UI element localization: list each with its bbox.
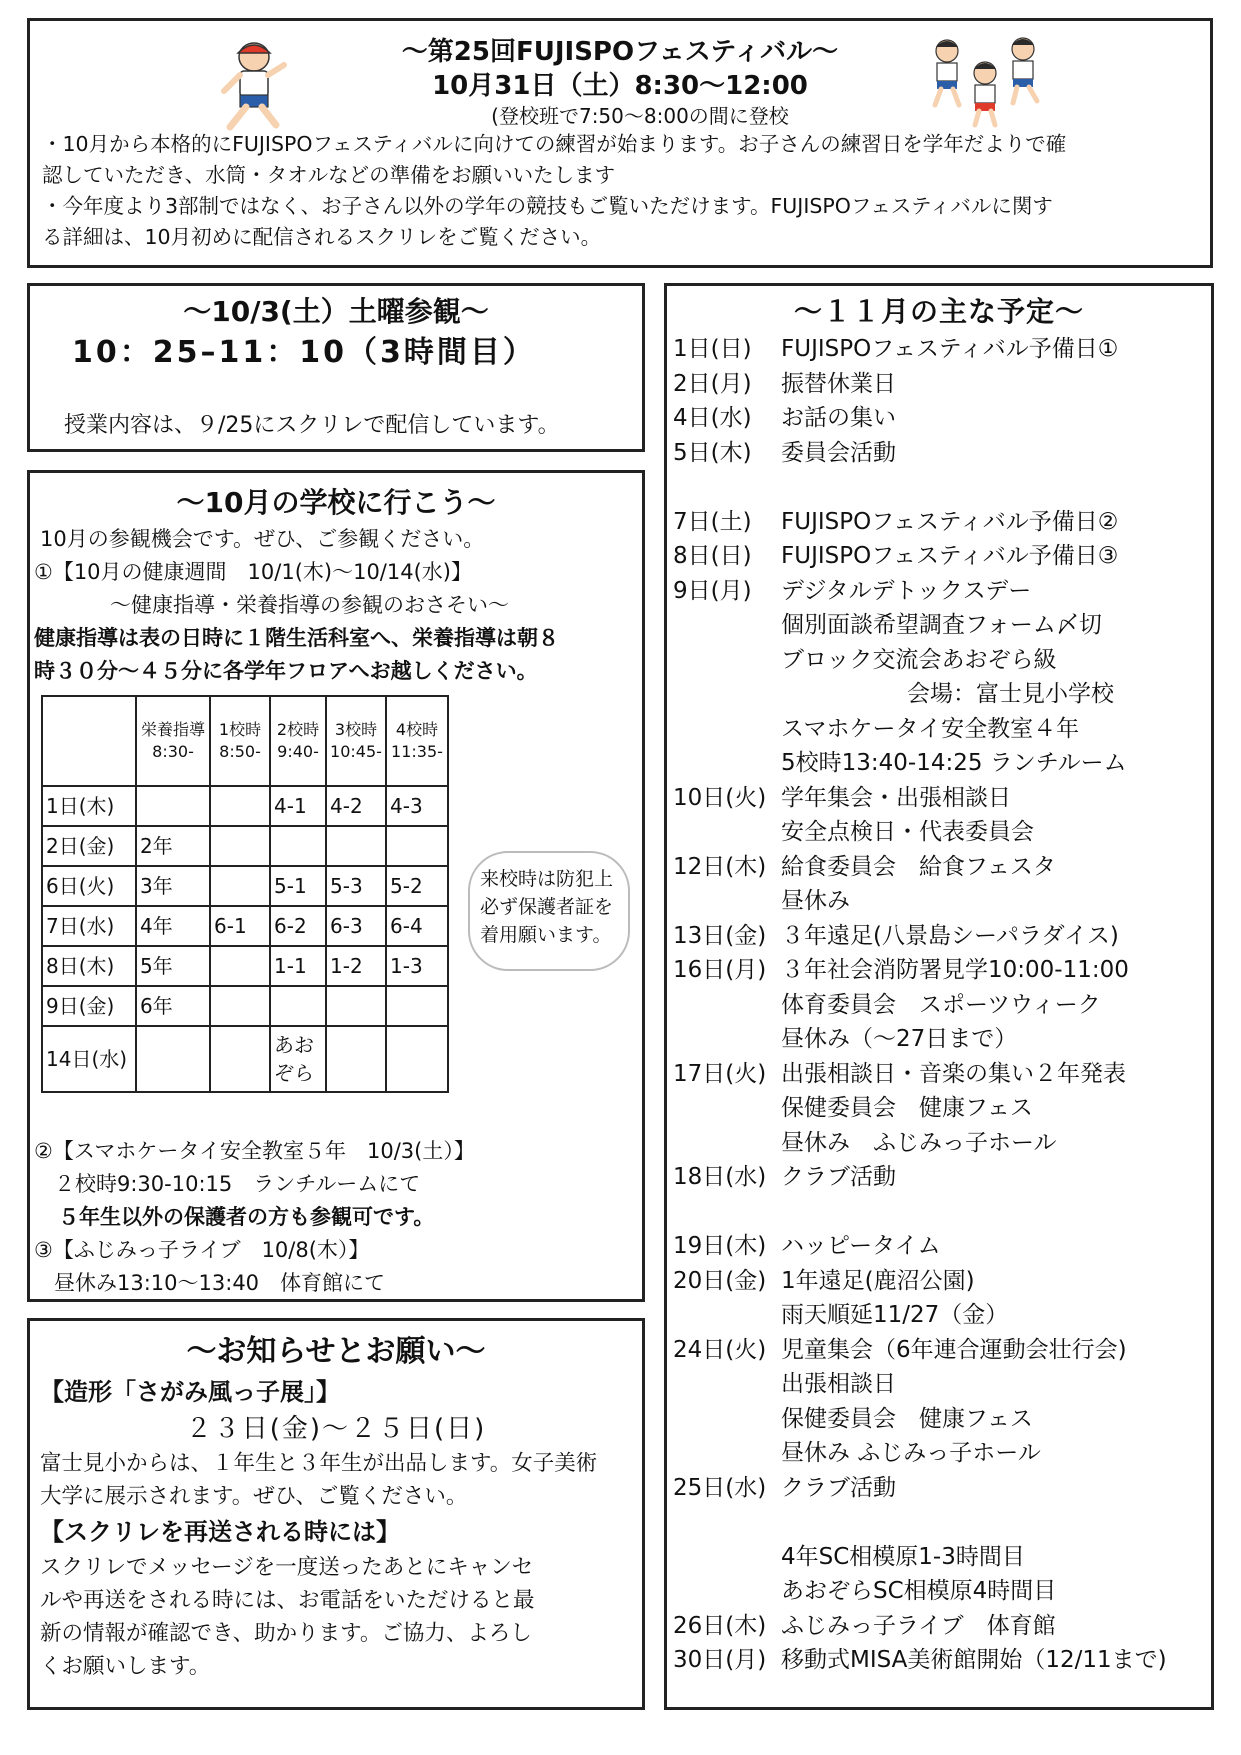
- notice-exhibition-date: ２３日(金)～２５日(日): [185, 1414, 487, 1444]
- schedule-event: 1年遠足(鹿沼公園): [781, 1267, 975, 1294]
- table-cell: 1-2: [326, 946, 386, 986]
- table-cell: 1-1: [270, 946, 326, 986]
- october-title: ～10月の学校に行こう～: [176, 486, 496, 519]
- schedule-row: [667, 1367, 1211, 1402]
- festival-paragraph-2: 認していただき、水筒・タオルなどの準備をお願いいたします: [42, 163, 616, 187]
- table-cell: [210, 986, 270, 1026]
- festival-title: ～第25回FUJISPOフェスティバル～: [401, 37, 839, 67]
- header-label: 2校時: [276, 720, 320, 739]
- table-cell: [326, 1026, 386, 1092]
- schedule-row: [667, 988, 1211, 1023]
- date-cell: 8日(木): [42, 946, 136, 986]
- schedule-date: 9日(月): [673, 577, 752, 604]
- table-header-cell: [210, 696, 270, 786]
- october-items-2-3: [30, 1135, 642, 1300]
- schedule-event: 児童集会（6年連合運動会壮行会): [781, 1336, 1127, 1363]
- schedule-row: [667, 1126, 1211, 1161]
- table-cell: 4-2: [326, 786, 386, 826]
- schedule-event: 出張相談日・音楽の集い２年発表: [781, 1060, 1126, 1087]
- schedule-event: 昼休み: [781, 888, 850, 914]
- table-cell: [270, 826, 326, 866]
- festival-date: 10月31日（土）8:30～12:00: [432, 71, 808, 101]
- october-item1-sub: ～健康指導・栄養指導の参観のおさそい～: [110, 593, 509, 617]
- schedule-row: [667, 850, 1211, 885]
- schedule-event: 振替休業日: [781, 370, 896, 397]
- october-item1: ①【10月の健康週間 10/1(木)～10/14(水)】: [34, 560, 472, 584]
- schedule-row: [667, 884, 1211, 919]
- table-row: [42, 946, 448, 986]
- table-cell: [210, 866, 270, 906]
- schedule-row: [667, 677, 1211, 712]
- schedule-event: 学年集会・出張相談日: [781, 784, 1011, 811]
- schedule-event: 昼休み（～27日まで）: [781, 1026, 1018, 1052]
- schedule-row: [667, 643, 1211, 678]
- security-note-bubble: [468, 851, 630, 971]
- schedule-row: [667, 1333, 1211, 1368]
- header-time: 9:40-: [277, 742, 319, 761]
- schedule-row: [667, 919, 1211, 954]
- table-cell: [326, 986, 386, 1026]
- schedule-row: [667, 1471, 1211, 1506]
- children-group-illustration: [925, 33, 1055, 128]
- schedule-row: [667, 1505, 1211, 1540]
- bubble-line: 必ず保護者証を: [480, 896, 614, 918]
- schedule-row: [667, 1160, 1211, 1195]
- notice-resend-heading: 【スクリレを再送される時には】: [40, 1518, 400, 1546]
- table-cell: 5-2: [386, 866, 448, 906]
- festival-paragraph-1: ・10月から本格的にFUJISPOフェスティバルに向けての練習が始まります。お子さんの練習日を学年だよりで確: [42, 132, 1067, 156]
- schedule-date: 13日(金): [673, 922, 767, 949]
- notice-p2-line: 新の情報が確認でき、助かります。ご協力、よろし: [40, 1621, 532, 1646]
- table-cell: 6-3: [326, 906, 386, 946]
- table-cell: [210, 1026, 270, 1092]
- table-cell: [136, 786, 210, 826]
- schedule-event: 昼休み ふじみっ子ホール: [781, 1129, 1057, 1156]
- table-cell: [210, 946, 270, 986]
- schedule-event: 雨天順延11/27（金）: [781, 1302, 1009, 1328]
- schedule-row: [667, 1298, 1211, 1333]
- table-row: [42, 786, 448, 826]
- table-cell: [326, 826, 386, 866]
- schedule-event: クラブ活動: [781, 1164, 896, 1190]
- notice-title: ～お知らせとお願い～: [186, 1334, 486, 1369]
- table-body: [42, 786, 448, 1092]
- schedule-event: デジタルデトックスデー: [781, 577, 1032, 604]
- schedule-row: [667, 953, 1211, 988]
- saturday-note: 授業内容は、９/25にスクリレで配信しています。: [64, 413, 560, 438]
- header-label: 栄養指導: [140, 720, 205, 739]
- schedule-row: [667, 470, 1211, 505]
- schedule-date: 5日(木): [673, 439, 752, 466]
- schedule-event: 給食委員会 給食フェスタ: [781, 853, 1056, 880]
- schedule-row: [667, 401, 1211, 436]
- schedule-date: 10日(火): [673, 784, 767, 811]
- header-label: 4校時: [395, 720, 439, 739]
- header-time: 11:35-: [391, 742, 443, 761]
- bubble-line: 来校時は防犯上: [480, 868, 614, 890]
- schedule-row: [667, 1195, 1211, 1230]
- date-cell: 1日(木): [42, 786, 136, 826]
- table-cell: 6-2: [270, 906, 326, 946]
- schedule-row: [667, 1540, 1211, 1575]
- notice-p2-line: ルや再送をされる時には、お電話をいただけると最: [40, 1588, 535, 1613]
- header-time: 10:45-: [330, 742, 382, 761]
- schedule-event: 安全点検日・代表委員会: [781, 819, 1034, 845]
- schedule-date: 7日(土): [673, 508, 752, 535]
- october-item2-sub: ２校時9:30-10:15 ランチルームにて: [54, 1172, 421, 1196]
- october-item1-bold1: 健康指導は表の日時に１階生活科室へ、栄養指導は朝８: [34, 626, 559, 650]
- october-visit-section: [27, 470, 645, 1302]
- festival-paragraph-4: る詳細は、10月初めに配信されるスクリレをご覧ください。: [42, 225, 602, 249]
- schedule-date: 30日(月): [673, 1647, 767, 1673]
- schedule-row: [667, 815, 1211, 850]
- schedule-row: [667, 746, 1211, 781]
- schedule-row: [667, 332, 1211, 367]
- saturday-title: ～10/3(土）土曜参観～: [183, 295, 489, 328]
- notice-exhibition-heading: 【造形「さがみ風っ子展」】: [40, 1378, 340, 1406]
- schedule-event: スマホケータイ安全教室４年: [781, 715, 1080, 742]
- schedule-event: ハッピータイム: [781, 1233, 941, 1259]
- schedule-date: 18日(水): [673, 1164, 767, 1190]
- date-cell: 6日(火): [42, 866, 136, 906]
- schedule-event: クラブ活動: [781, 1474, 896, 1501]
- table-cell: [386, 826, 448, 866]
- schedule-row: [667, 1643, 1211, 1678]
- schedule-row: [667, 539, 1211, 574]
- saturday-time: 10：25–11：10（3時間目）: [72, 335, 536, 370]
- header-time: 8:50-: [219, 742, 261, 761]
- table-header-cell: [136, 696, 210, 786]
- table-header-cell: [326, 696, 386, 786]
- running-child-illustration: [210, 35, 300, 135]
- schedule-row: [667, 712, 1211, 747]
- october-item2: ②【スマホケータイ安全教室５年 10/3(土）】: [34, 1139, 475, 1163]
- schedule-event: FUJISPOフェスティバル予備日②: [781, 508, 1119, 535]
- schedule-event: 5校時13:40-14:25 ランチルーム: [781, 750, 1127, 776]
- table-cell: 2年: [136, 826, 210, 866]
- table-cell: 5年: [136, 946, 210, 986]
- november-title: ～１１月の主な予定～: [793, 295, 1084, 328]
- table-cell: 6-4: [386, 906, 448, 946]
- schedule-date: 25日(水): [673, 1474, 767, 1501]
- schedule-date: 12日(木): [673, 853, 767, 880]
- november-schedule-section: [664, 283, 1214, 1710]
- october-item1-bold2: 時３０分～４５分に各学年フロアへお越しください。: [34, 659, 538, 683]
- festival-paragraph-3: ・今年度より3部制ではなく、お子さん以外の学年の競技もご覧いただけます。FUJISPOフェスティバルに関す: [42, 194, 1053, 218]
- table-cell: 4-3: [386, 786, 448, 826]
- schedule-event: 会場：富士見小学校: [907, 681, 1114, 707]
- notice-p2-line: くお願いします。: [40, 1654, 211, 1679]
- schedule-row: [667, 436, 1211, 471]
- table-row: [42, 986, 448, 1026]
- table-cell: 5-3: [326, 866, 386, 906]
- schedule-event: あおぞらSC相模原4時間目: [781, 1578, 1057, 1604]
- table-cell: 1-3: [386, 946, 448, 986]
- table-cell: [210, 826, 270, 866]
- header-time: 8:30-: [152, 742, 194, 761]
- schedule-event: ３年遠足(八景島シーパラダイス): [781, 922, 1119, 949]
- schedule-event: ３年社会消防署見学10:00-11:00: [781, 957, 1129, 983]
- table-header-row: [42, 696, 448, 786]
- schedule-date: 20日(金): [673, 1267, 767, 1294]
- schedule-row: [667, 1574, 1211, 1609]
- notice-section: [27, 1318, 645, 1710]
- health-schedule-table: [41, 695, 449, 1093]
- october-item2-bold: ５年生以外の保護者の方も参観可です。: [58, 1205, 435, 1229]
- schedule-row: [667, 1229, 1211, 1264]
- table-row: [42, 906, 448, 946]
- saturday-visit-section: [27, 283, 645, 452]
- table-cell: 6-1: [210, 906, 270, 946]
- header-label: 1校時: [218, 720, 262, 739]
- october-intro: 10月の参観機会です。ぜひ、ご参観ください。: [40, 527, 485, 551]
- table-cell: 6年: [136, 986, 210, 1026]
- schedule-event: 委員会活動: [781, 439, 896, 466]
- schedule-event: 昼休み ふじみっ子ホール: [781, 1440, 1041, 1466]
- schedule-event: 4年SC相模原1-3時間目: [781, 1543, 1025, 1570]
- october-item3-sub: 昼休み13:10～13:40 体育館にて: [54, 1271, 386, 1295]
- schedule-date: 8日(日): [673, 543, 752, 569]
- table-row: [42, 866, 448, 906]
- schedule-row: [667, 574, 1211, 609]
- date-cell: 2日(金): [42, 826, 136, 866]
- schedule-event: お話の集い: [781, 405, 896, 431]
- table-cell: あお ぞら: [270, 1026, 326, 1092]
- schedule-date: 4日(水): [673, 405, 752, 431]
- table-cell: [270, 986, 326, 1026]
- schedule-row: [667, 505, 1211, 540]
- schedule-row: [667, 1436, 1211, 1471]
- table-header-cell: [386, 696, 448, 786]
- schedule-event: ブロック交流会あおぞら級: [781, 646, 1057, 673]
- schedule-row: [667, 608, 1211, 643]
- schedule-date: 17日(火): [673, 1060, 767, 1087]
- schedule-row: [667, 1057, 1211, 1092]
- schedule-event: 個別面談希望調査フォーム〆切: [781, 612, 1102, 638]
- festival-section: [27, 18, 1213, 268]
- schedule-date: 26日(木): [673, 1612, 767, 1639]
- schedule-event: 保健委員会 健康フェス: [781, 1095, 1033, 1121]
- schedule-row: [667, 1264, 1211, 1299]
- bubble-line: 着用願います。: [480, 924, 612, 946]
- schedule-event: ふじみっ子ライブ 体育館: [781, 1612, 1056, 1639]
- schedule-event: 出張相談日: [781, 1371, 896, 1397]
- table-cell: [386, 1026, 448, 1092]
- header-label: 3校時: [334, 720, 378, 739]
- table-cell: 3年: [136, 866, 210, 906]
- schedule-date: 19日(木): [673, 1233, 767, 1259]
- schedule-row: [667, 1091, 1211, 1126]
- schedule-date: 2日(月): [673, 370, 752, 397]
- date-cell: 14日(水): [42, 1026, 136, 1092]
- schedule-row: [667, 367, 1211, 402]
- schedule-date: 16日(月): [673, 957, 767, 983]
- schedule-event: 移動式MISA美術館開始（12/11まで): [781, 1647, 1167, 1673]
- schedule-row: [667, 1609, 1211, 1644]
- schedule-row: [667, 781, 1211, 816]
- october-item3: ③【ふじみっ子ライブ 10/8(木）】: [34, 1238, 370, 1262]
- table-cell: 5-1: [270, 866, 326, 906]
- table-cell: [136, 1026, 210, 1092]
- schedule-event: 保健委員会 健康フェス: [781, 1405, 1033, 1432]
- november-schedule-list: [667, 332, 1211, 1678]
- notice-p2-line: スクリレでメッセージを一度送ったあとにキャンセ: [40, 1555, 534, 1580]
- table-row: [42, 1026, 448, 1092]
- schedule-date: 1日(日): [673, 336, 752, 362]
- table-cell: 4年: [136, 906, 210, 946]
- table-row: [42, 826, 448, 866]
- schedule-event: FUJISPOフェスティバル予備日③: [781, 543, 1119, 569]
- schedule-date: 24日(火): [673, 1336, 767, 1363]
- schedule-row: [667, 1022, 1211, 1057]
- table-cell: 4-1: [270, 786, 326, 826]
- festival-note: (登校班で7:50～8:00の間に登校: [491, 104, 789, 128]
- table-cell: [386, 986, 448, 1026]
- table-cell: [210, 786, 270, 826]
- table-header-cell: [270, 696, 326, 786]
- schedule-row: [667, 1402, 1211, 1437]
- notice-p1-line: 富士見小からは、１年生と３年生が出品します。女子美術: [40, 1451, 598, 1476]
- notice-p1-line: 大学に展示されます。ぜひ、ご覧ください。: [40, 1484, 468, 1509]
- date-cell: 7日(水): [42, 906, 136, 946]
- schedule-event: 体育委員会 スポーツウィーク: [781, 991, 1101, 1018]
- schedule-event: FUJISPOフェスティバル予備日①: [781, 336, 1119, 362]
- date-cell: 9日(金): [42, 986, 136, 1026]
- table-header-cell: [42, 696, 136, 786]
